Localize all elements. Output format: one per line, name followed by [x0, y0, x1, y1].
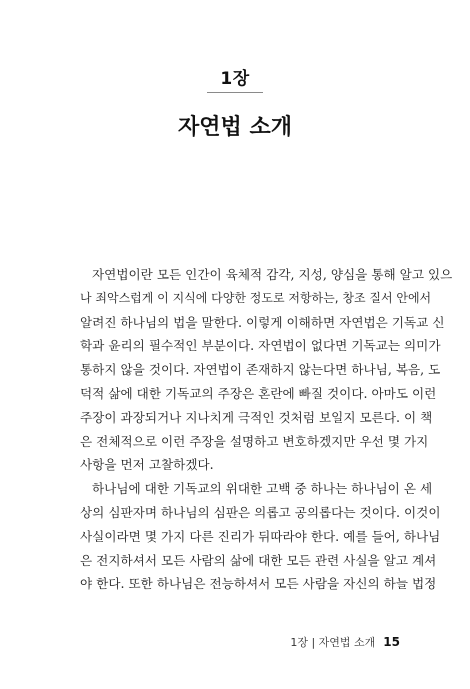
text-line: 하나님에 대한 기독교의 위대한 고백 중 하나는 하나님이 온 세 — [92, 481, 433, 497]
text-line: 상의 심판자며 하나님의 심판은 의롭고 공의롭다는 것이다. 이것이 — [80, 504, 441, 520]
chapter-title: 자연법 소개 — [178, 115, 292, 140]
text-line: 학과 윤리의 필수적인 부분이다. 자연법이 없다면 기독교는 의미가 — [80, 338, 441, 354]
text-line: 알려진 하나님의 법을 말한다. 이렇게 이해하면 자연법은 기독교 신 — [80, 314, 445, 330]
paragraph — [80, 477, 441, 596]
text-line: 은 전체적으로 이런 주장을 설명하고 변호하겠지만 우선 몇 가지 — [80, 433, 429, 449]
text-line: 사실이라면 몇 가지 다른 진리가 뒤따라야 한다. 예를 들어, 하나님 — [80, 528, 441, 544]
text-line: 나 죄악스럽게 이 지식에 다양한 정도로 저항하는, 창조 질서 안에서 — [80, 290, 432, 305]
body-text — [80, 263, 453, 596]
text-line: 덕적 삶에 대한 기독교의 주장은 혼란에 빠질 것이다. 아마도 이런 — [80, 385, 437, 401]
text-line: 주장이 과장되거나 지나치게 극적인 것처럼 보일지 모른다. 이 책 — [80, 409, 433, 425]
text-line: 야 한다. 또한 하나님은 전능하셔서 모든 사람을 자신의 하늘 법정 — [80, 576, 437, 592]
text-line: 자연법이란 모든 인간이 육체적 감각, 지성, 양심을 통해 알고 있으 — [92, 267, 453, 282]
text-line: 은 전지하셔서 모든 사람의 삶에 대한 모든 관련 사실을 알고 계셔 — [80, 552, 437, 568]
text-line: 사항을 먼저 고찰하겠다. — [80, 457, 214, 473]
footer-chapter-label: 1장 | 자연법 소개 — [290, 636, 376, 649]
chapter-divider — [207, 92, 263, 93]
text-line: 통하지 않을 것이다. 자연법이 존재하지 않는다면 하나님, 복음, 도 — [80, 362, 441, 378]
chapter-number: 1장 — [220, 69, 250, 89]
paragraph — [80, 263, 453, 477]
running-footer — [290, 634, 400, 650]
page-number: 15 — [383, 635, 400, 649]
